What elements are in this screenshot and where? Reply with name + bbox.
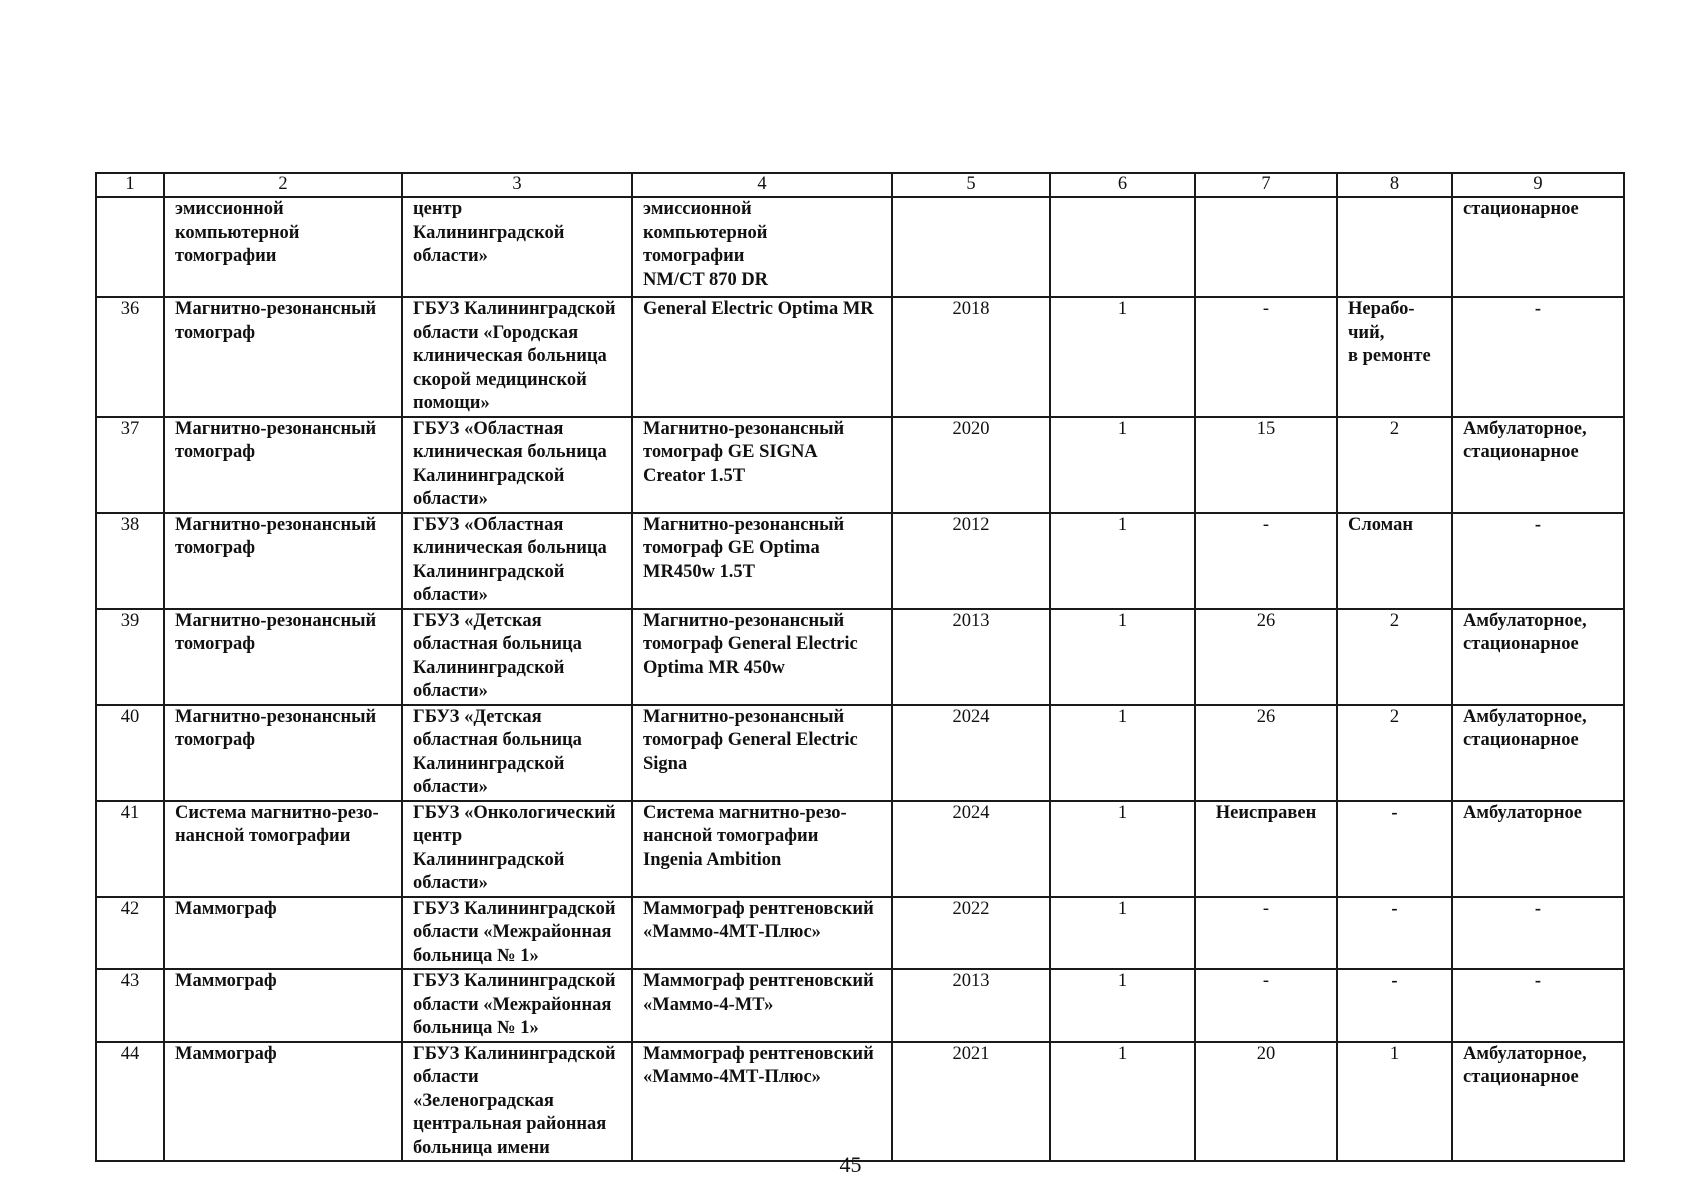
care-type-cell: Амбулаторное, стационарное [1452, 705, 1624, 801]
column-8-cell: 2 [1337, 705, 1452, 801]
equipment-table [95, 172, 1625, 1162]
device-model-cell: Система магнитно-резо- нансной томографии Ingenia Ambition [632, 801, 892, 897]
care-type-cell: Амбулаторное [1452, 801, 1624, 897]
organization-cell: ГБУЗ «Детская областная больница Калининградской области» [402, 705, 632, 801]
device-type-cell: эмиссионной компьютерной томографии [164, 197, 402, 297]
device-type-cell: Магнитно-резонансный томограф [164, 705, 402, 801]
care-type-cell: - [1452, 513, 1624, 609]
year-cell: 2020 [892, 417, 1050, 513]
column-8-cell: - [1337, 897, 1452, 970]
organization-cell: ГБУЗ Калининградской области «Городская клиническая больница скорой медицинской помощи» [402, 297, 632, 417]
row-number-cell: 43 [96, 969, 164, 1042]
column-8-cell [1337, 197, 1452, 297]
row-number-cell: 41 [96, 801, 164, 897]
quantity-cell: 1 [1050, 609, 1195, 705]
header-cell-4: 4 [632, 173, 892, 197]
column-7-cell: - [1195, 297, 1337, 417]
row-number-cell: 44 [96, 1042, 164, 1162]
quantity-cell: 1 [1050, 297, 1195, 417]
quantity-cell: 1 [1050, 513, 1195, 609]
device-type-cell: Маммограф [164, 969, 402, 1042]
care-type-cell: - [1452, 297, 1624, 417]
header-cell-2: 2 [164, 173, 402, 197]
column-7-cell: - [1195, 513, 1337, 609]
column-7-cell: Неисправен [1195, 801, 1337, 897]
column-7-cell: 26 [1195, 705, 1337, 801]
year-cell [892, 197, 1050, 297]
device-model-cell: эмиссионной компьютерной томографии NM/CT 870 DR [632, 197, 892, 297]
year-cell: 2012 [892, 513, 1050, 609]
device-type-cell: Магнитно-резонансный томограф [164, 513, 402, 609]
quantity-cell: 1 [1050, 417, 1195, 513]
page-number: 45 [839, 1152, 862, 1177]
year-cell: 2013 [892, 969, 1050, 1042]
header-cell-8: 8 [1337, 173, 1452, 197]
header-cell-6: 6 [1050, 173, 1195, 197]
column-7-cell: - [1195, 897, 1337, 970]
column-7-cell [1195, 197, 1337, 297]
table-row [96, 1042, 1624, 1162]
column-7-cell: 15 [1195, 417, 1337, 513]
care-type-cell: стационарное [1452, 197, 1624, 297]
table-row [96, 297, 1624, 417]
device-model-cell: Магнитно-резонансный томограф General Electric Optima MR 450w [632, 609, 892, 705]
row-number-cell: 38 [96, 513, 164, 609]
care-type-cell: - [1452, 897, 1624, 970]
header-cell-7: 7 [1195, 173, 1337, 197]
device-model-cell: General Electric Optima MR [632, 297, 892, 417]
column-8-cell: 2 [1337, 417, 1452, 513]
header-cell-1: 1 [96, 173, 164, 197]
column-7-cell: 20 [1195, 1042, 1337, 1162]
column-8-cell: - [1337, 969, 1452, 1042]
device-type-cell: Маммограф [164, 897, 402, 970]
column-8-cell: 2 [1337, 609, 1452, 705]
quantity-cell: 1 [1050, 1042, 1195, 1162]
table-row [96, 801, 1624, 897]
device-type-cell: Магнитно-резонансный томограф [164, 417, 402, 513]
table-row [96, 705, 1624, 801]
table-row [96, 513, 1624, 609]
care-type-cell: Амбулаторное, стационарное [1452, 609, 1624, 705]
care-type-cell: Амбулаторное, стационарное [1452, 1042, 1624, 1162]
quantity-cell: 1 [1050, 705, 1195, 801]
column-8-cell: - [1337, 801, 1452, 897]
quantity-cell: 1 [1050, 897, 1195, 970]
organization-cell: ГБУЗ Калининградской области «Зеленоградская центральная районная больница имени [402, 1042, 632, 1162]
care-type-cell: - [1452, 969, 1624, 1042]
row-number-cell: 40 [96, 705, 164, 801]
organization-cell: ГБУЗ «Онкологический центр Калининградской области» [402, 801, 632, 897]
header-cell-5: 5 [892, 173, 1050, 197]
year-cell: 2022 [892, 897, 1050, 970]
header-cell-9: 9 [1452, 173, 1624, 197]
row-number-cell: 39 [96, 609, 164, 705]
row-number-cell: 36 [96, 297, 164, 417]
column-8-cell: Нерабо- чий, в ремонте [1337, 297, 1452, 417]
device-type-cell: Маммограф [164, 1042, 402, 1162]
device-type-cell: Магнитно-резонансный томограф [164, 297, 402, 417]
device-model-cell: Маммограф рентгеновский «Маммо-4МТ-Плюс» [632, 1042, 892, 1162]
device-model-cell: Магнитно-резонансный томограф GE SIGNA Creator 1.5T [632, 417, 892, 513]
organization-cell: ГБУЗ «Детская областная больница Калининградской области» [402, 609, 632, 705]
device-model-cell: Магнитно-резонансный томограф GE Optima MR450w 1.5T [632, 513, 892, 609]
table-row [96, 417, 1624, 513]
quantity-cell: 1 [1050, 801, 1195, 897]
header-row [96, 173, 1624, 197]
device-type-cell: Система магнитно-резо- нансной томографии [164, 801, 402, 897]
organization-cell: центр Калининградской области» [402, 197, 632, 297]
year-cell: 2024 [892, 801, 1050, 897]
organization-cell: ГБУЗ Калининградской области «Межрайонная больница № 1» [402, 969, 632, 1042]
column-8-cell: 1 [1337, 1042, 1452, 1162]
table-row [96, 969, 1624, 1042]
organization-cell: ГБУЗ «Областная клиническая больница Калининградской области» [402, 513, 632, 609]
device-model-cell: Маммограф рентгеновский «Маммо-4-МТ» [632, 969, 892, 1042]
row-number-cell: 37 [96, 417, 164, 513]
device-model-cell: Магнитно-резонансный томограф General Electric Signa [632, 705, 892, 801]
quantity-cell [1050, 197, 1195, 297]
table-row [96, 897, 1624, 970]
organization-cell: ГБУЗ Калининградской области «Межрайонная больница № 1» [402, 897, 632, 970]
row-number-cell: 42 [96, 897, 164, 970]
organization-cell: ГБУЗ «Областная клиническая больница Калининградской области» [402, 417, 632, 513]
row-number-cell [96, 197, 164, 297]
device-model-cell: Маммограф рентгеновский «Маммо-4МТ-Плюс» [632, 897, 892, 970]
table-row [96, 609, 1624, 705]
care-type-cell: Амбулаторное, стационарное [1452, 417, 1624, 513]
column-7-cell: 26 [1195, 609, 1337, 705]
table-row [96, 197, 1624, 297]
device-type-cell: Магнитно-резонансный томограф [164, 609, 402, 705]
quantity-cell: 1 [1050, 969, 1195, 1042]
year-cell: 2018 [892, 297, 1050, 417]
column-7-cell: - [1195, 969, 1337, 1042]
header-cell-3: 3 [402, 173, 632, 197]
year-cell: 2021 [892, 1042, 1050, 1162]
year-cell: 2013 [892, 609, 1050, 705]
year-cell: 2024 [892, 705, 1050, 801]
column-8-cell: Сломан [1337, 513, 1452, 609]
